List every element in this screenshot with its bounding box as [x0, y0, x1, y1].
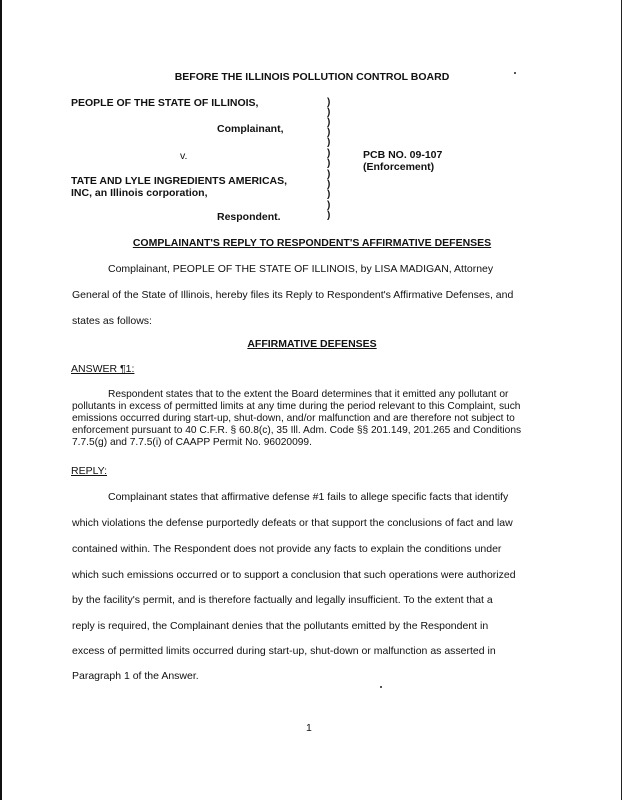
reply-line: Paragraph 1 of the Answer.	[72, 670, 199, 682]
paren: )	[327, 179, 331, 190]
respondent-role: Respondent.	[217, 211, 281, 223]
paren: )	[327, 137, 331, 148]
document-title: COMPLAINANT'S REPLY TO RESPONDENT'S AFFIRMATIVE DEFENSES	[132, 237, 492, 249]
answer-text: Respondent states that to the extent the Board determines that it emitted any pollutant or pollutants in excess of permitted limits at any time during the period relevant to this Complaint, such emissions occurred during start-up, shut-down, and/or malfunction and are therefore not subject to enforcement pursuant to 40 C.F.R. § 60.8(c), 35 Ill. Adm. Code §§ 201.149, 201.265 and Conditions 7.7.5(g) and 7.7.5(i) of CAAPP Permit No. 96020099.	[72, 389, 522, 448]
paren: )	[327, 189, 331, 200]
reply-line: which such emissions occurred or to support a conclusion that such operations were authorized	[72, 569, 516, 581]
versus-label: v.	[180, 150, 188, 162]
paren: )	[327, 97, 331, 108]
intro-line: General of the State of Illinois, hereby files its Reply to Respondent's Affirmative Defenses, and	[72, 289, 514, 301]
paren: )	[327, 169, 331, 180]
complainant-role: Complainant,	[217, 123, 284, 135]
answer-label: ANSWER ¶1:	[71, 363, 135, 375]
paren: )	[327, 127, 331, 138]
board-title: BEFORE THE ILLINOIS POLLUTION CONTROL BOARD	[174, 71, 450, 83]
paren: )	[327, 158, 331, 169]
paren: )	[327, 117, 331, 128]
reply-line: Complainant states that affirmative defense #1 fails to allege specific facts that identify	[108, 491, 509, 503]
paren: )	[327, 200, 331, 211]
intro-line: Complainant, PEOPLE OF THE STATE OF ILLINOIS, by LISA MADIGAN, Attorney	[108, 263, 494, 275]
party-respondent-line2: INC, an Illinois corporation,	[71, 187, 208, 199]
paren: )	[327, 148, 331, 159]
party-complainant: PEOPLE OF THE STATE OF ILLINOIS,	[71, 97, 259, 109]
case-type: (Enforcement)	[363, 161, 435, 173]
case-number: PCB NO. 09-107	[363, 149, 443, 161]
page-number: 1	[306, 722, 312, 734]
reply-line: by the facility's permit, and is therefore factually and legally insufficient. To the extent that a	[72, 594, 493, 606]
reply-line: reply is required, the Complainant denies that the pollutants emitted by the Respondent in	[72, 620, 489, 632]
section-heading: AFFIRMATIVE DEFENSES	[247, 338, 377, 350]
reply-label: REPLY:	[71, 465, 107, 477]
scan-speck	[380, 686, 382, 688]
reply-line: excess of permitted limits occurred during start-up, shut-down or malfunction as asserted in	[72, 645, 496, 657]
intro-line: states as follows:	[72, 315, 152, 327]
scan-edge-right	[621, 0, 622, 800]
reply-line: contained within. The Respondent does not provide any facts to explain the conditions under	[72, 543, 502, 555]
paren: )	[327, 107, 331, 118]
paren: )	[327, 210, 331, 221]
scan-edge-left	[0, 0, 2, 800]
party-respondent-line1: TATE AND LYLE INGREDIENTS AMERICAS,	[71, 175, 288, 187]
reply-line: which violations the defense purportedly defeats or that support the conclusions of fact and law	[72, 517, 513, 529]
